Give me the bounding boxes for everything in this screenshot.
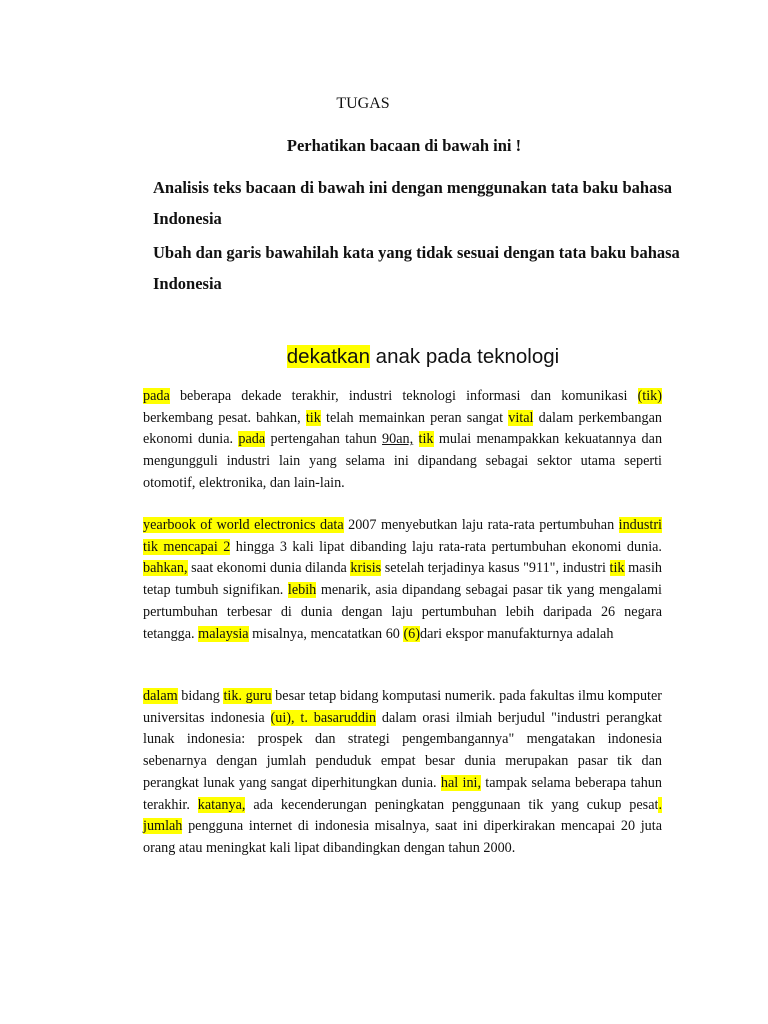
highlighted-word: (ui), t. basaruddin [270,709,377,726]
text-run: tampak selama beberapa tahun terakhir. [143,774,662,813]
highlighted-word: tik. guru [223,688,272,704]
text-run: hingga 3 kali lipat dibanding laju rata-rata pertumbuhan ekonomi dunia. [230,538,662,555]
text-run: dari ekspor manufakturnya adalah [419,625,614,642]
highlighted-word: malaysia [198,625,249,642]
edit-instruction: Ubah dan garis bawahilah kata yang tidak sesuai dengan tata baku bahasa Indonesia [153,243,680,293]
highlighted-word: (6) [403,625,420,642]
analysis-instruction: Analisis teks bacaan di bawah ini dengan menggunakan tata baku bahasa Indonesia [153,178,673,228]
highlighted-word: (tik) [637,388,662,404]
highlighted-word: tik [305,409,321,426]
text-run: 2007 menyebutkan laju rata-rata pertumbuhan [343,517,619,533]
text-run: besar tetap bidang komputasi numerik. pada fakultas ilmu komputer universitas indonesia [143,688,663,726]
highlighted-word: pada [143,388,170,404]
text-run: misalnya, mencatatkan 60 [248,625,404,642]
text-run: beberapa dekade terakhir, industri teknologi informasi dan komunikasi [169,388,638,404]
text-run: dalam orasi ilmiah berjudul "industri perangkat lunak indonesia: prospek dan strategi pengembangannya" mengatakan indonesia sebenarnya dengan jumlah penduduk empat besar dunia merupakan pasar tik dan perangkat lunak yang sangat diperhitungkan dunia. [143,709,662,791]
highlighted-word: . jumlah [143,796,662,835]
text-run: dalam perkembangan ekonomi dunia. [143,409,662,448]
paragraph-3 [143,686,662,860]
highlighted-word: katanya, [197,796,246,813]
highlighted-word: tik [609,560,625,577]
text-run: masih tetap tumbuh signifikan. [143,560,662,599]
paragraph-2 [143,515,662,645]
text-run: pertengahan tahun [265,431,383,448]
read-instruction: Perhatikan bacaan di bawah ini ! [286,136,522,155]
article-title [0,340,768,374]
text-run: berkembang pesat. bahkan, [143,409,306,426]
text-run: menarik, asia dipandang sebagai pasar tik yang mengalami pertumbuhan terbesar di dunia dengan laju pertumbuhan lebih daripada 26 negara tetangga. [143,582,662,642]
highlighted-word: krisis [350,560,382,577]
text-run: setelah terjadinya kasus "911", industri [381,560,610,577]
title-rest: anak pada teknologi [369,345,560,368]
highlighted-word: bahkan, [143,560,188,577]
highlighted-word: industri tik mencapai 2 [143,517,662,555]
highlighted-word: lebih [287,582,317,599]
highlighted-word: dalam [143,688,178,704]
title-highlight: dekatkan [286,345,370,368]
highlighted-word: vital [508,409,534,426]
assignment-heading: TUGAS [336,95,390,112]
text-run: pengguna internet di indonesia misalnya, saat ini diperkirakan mencapai 20 juta orang atau meningkat kali lipat dibandingkan dengan tahun 2000. [143,818,662,856]
paragraph-1 [143,386,662,495]
text-run [413,431,418,447]
text-run: ada kecenderungan peningkatan penggunaan tik yang cukup pesat [245,796,659,813]
highlighted-word: tik [418,431,434,448]
highlighted-word: pada [238,431,266,448]
highlighted-word: yearbook of world electronics data [143,517,344,533]
text-run: telah memainkan peran sangat [320,409,509,426]
text-run: saat ekonomi dunia dilanda [187,560,351,577]
text-run: bidang [177,688,224,704]
underlined-word: 90an, [382,431,414,448]
highlighted-word: hal ini, [440,774,482,791]
text-run: mulai menampakkan kekuatannya dan mengungguli industri lain yang selama ini dipandang sebagai sektor utama seperti otomotif, elektronika, dan lain-lain. [143,431,663,491]
